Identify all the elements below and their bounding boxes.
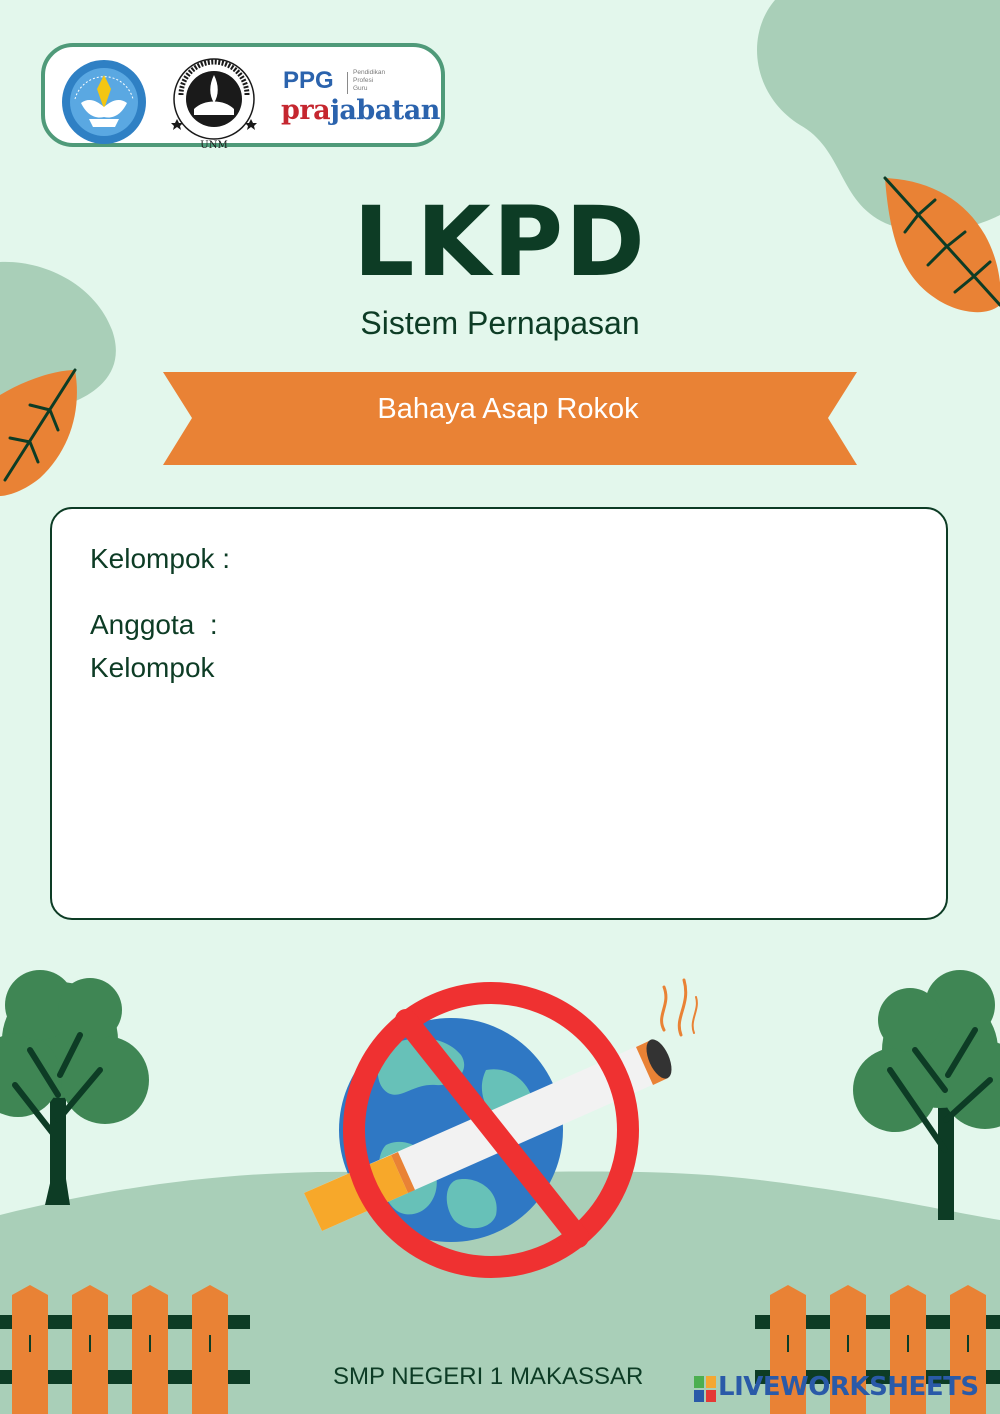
liveworksheets-logo-icon xyxy=(694,1376,716,1402)
anggota-label-line2: Kelompok xyxy=(90,652,215,683)
ribbon-title: Bahaya Asap Rokok xyxy=(377,393,639,425)
unm-logo-text: UNM xyxy=(200,140,228,151)
prajabatan-jabatan: jabatan xyxy=(330,95,440,126)
anggota-label: Anggota : xyxy=(90,609,218,640)
left-tree xyxy=(0,970,149,1205)
group-info-box xyxy=(50,507,948,920)
ppg-word: PPG xyxy=(283,67,334,94)
ppg-separator xyxy=(347,72,348,94)
ppg-prajabatan-logo xyxy=(283,67,451,133)
liveworksheets-text: LIVEWORKSHEETS xyxy=(718,1372,979,1402)
partner-logos-box xyxy=(41,43,445,151)
right-tree xyxy=(853,970,1000,1220)
ppg-subtext-line: Guru xyxy=(353,85,368,92)
liveworksheets-watermark xyxy=(694,1372,994,1406)
unm-logo xyxy=(169,55,259,151)
page-subtitle: Sistem Pernapasan xyxy=(360,305,640,341)
kemdikbud-logo xyxy=(61,59,147,145)
ppg-subtext xyxy=(353,69,385,93)
page-title: LKPD xyxy=(353,186,647,298)
school-name: SMP NEGERI 1 MAKASSAR xyxy=(333,1363,644,1390)
prajabatan-word xyxy=(281,95,440,126)
kelompok-label: Kelompok : xyxy=(90,543,231,574)
orange-leaf-left xyxy=(0,370,77,496)
no-smoking-earth-illustration xyxy=(296,975,706,1285)
prajabatan-pra: pra xyxy=(281,95,331,126)
ppg-subtext-line: Pendidikan xyxy=(353,69,386,76)
ppg-subtext-line: Profesi xyxy=(353,77,374,84)
